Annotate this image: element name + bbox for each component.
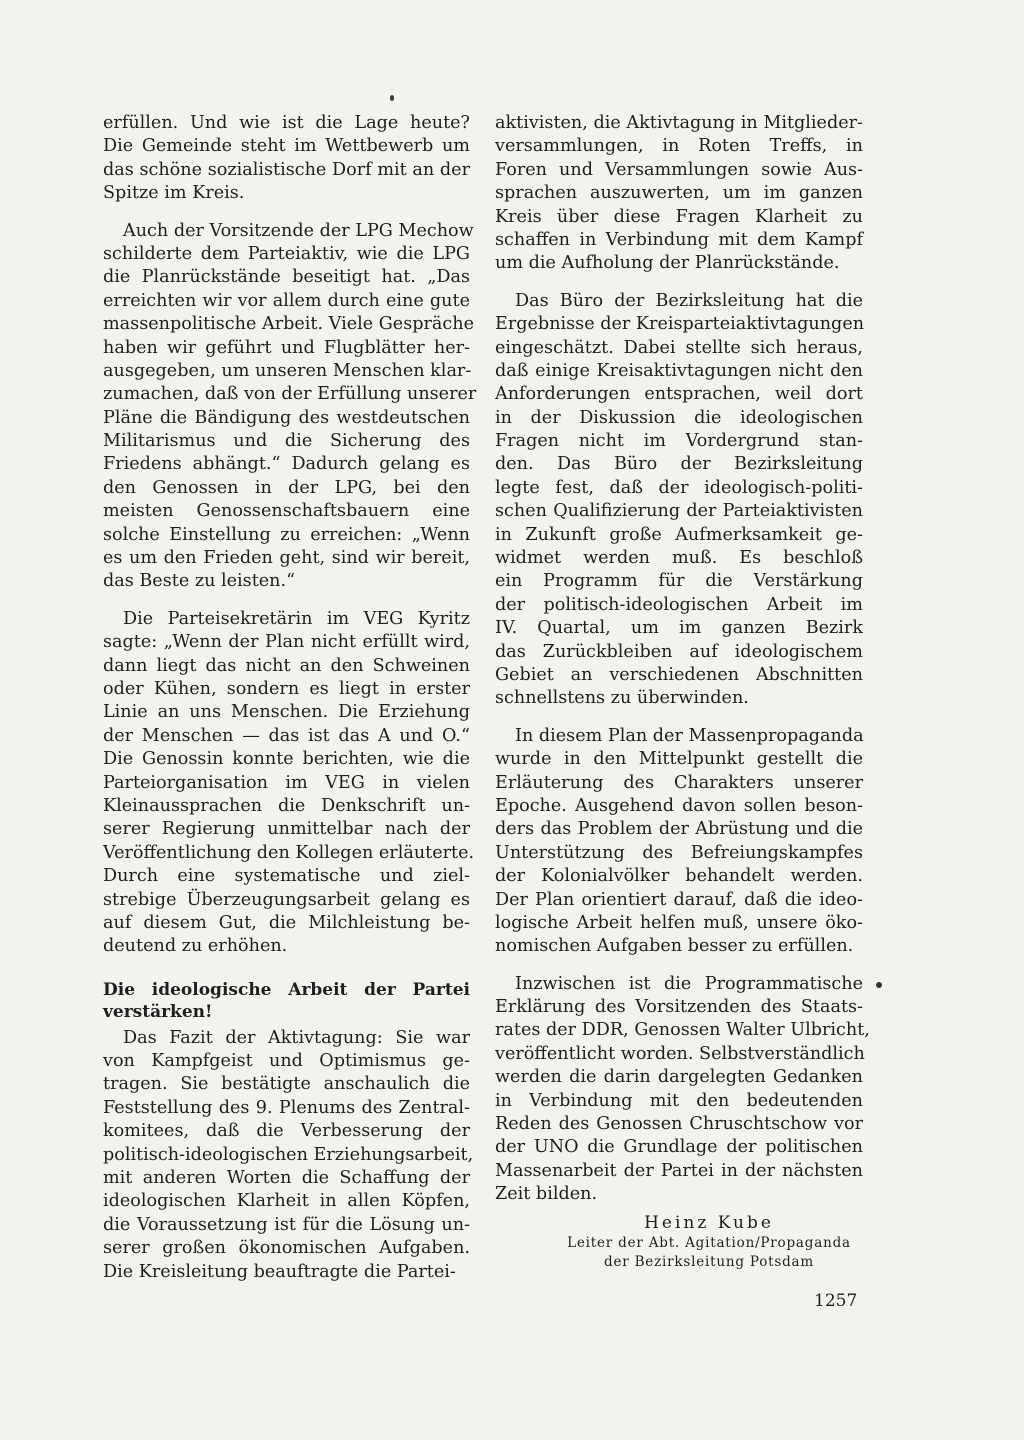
text-line: tragen. Sie bestätigte anschaulich die	[103, 1074, 470, 1095]
text-line: Foren und Versammlungen sowie Aus-	[495, 159, 863, 180]
text-line: Die Parteisekretärin im VEG Kyritz	[123, 608, 470, 629]
text-line: das schöne sozialistische Dorf mit an der	[103, 159, 470, 180]
text-line: Kleinaussprachen die Denkschrift un-	[103, 795, 470, 816]
text-line: es um den Frieden geht, sind wir bereit,	[103, 548, 470, 569]
text-line: In diesem Plan der Massenpropaganda	[515, 725, 864, 746]
author-role-line-1: Leiter der Abt. Agitation/Propaganda	[567, 1235, 851, 1251]
text-line: logische Arbeit helfen muß, unsere öko-	[495, 912, 863, 933]
text-line: erfüllen. Und wie ist die Lage heute?	[103, 113, 470, 133]
text-line: Friedens abhängt.“ Dadurch gelang es	[103, 454, 470, 475]
text-line: solche Einstellung zu erreichen: „Wenn	[103, 524, 470, 545]
text-line: Auch der Vorsitzende der LPG Mechow	[123, 220, 474, 241]
text-line: schaffen in Verbindung mit dem Kampf	[495, 229, 863, 250]
text-line: die Planrückstände beseitigt hat. „Das	[103, 267, 470, 288]
text-line: Gebiet an verschiedenen Abschnitten	[495, 664, 863, 685]
text-line: versammlungen, in Roten Treffs, in	[495, 136, 863, 157]
text-line: serer Regierung unmittelbar nach der	[103, 819, 470, 840]
text-line: in Zukunft große Aufmerksamkeit ge-	[495, 524, 863, 545]
text-line: den Genossen in der LPG, bei den	[103, 477, 470, 498]
text-line: der politisch-ideologischen Arbeit im	[495, 594, 863, 615]
paragraph	[495, 112, 863, 276]
text-line: Die Gemeinde steht im Wettbewerb um	[103, 136, 470, 157]
text-line: der UNO die Grundlage der politischen	[495, 1137, 863, 1158]
text-line: Fragen nicht im Vordergrund stan-	[495, 431, 863, 452]
text-line: deutend zu erhöhen.	[103, 936, 288, 957]
paragraph	[103, 112, 470, 206]
text-line: meisten Genossenschaftsbauern eine	[103, 501, 470, 522]
text-line: nomischen Aufgaben besser zu erfüllen.	[495, 936, 854, 957]
text-line: werden die darin dargelegten Gedanken	[495, 1067, 863, 1088]
right-column	[495, 112, 870, 1221]
author-role-line-2: der Bezirksleitung Potsdam	[604, 1254, 814, 1270]
paragraph	[103, 608, 475, 959]
text-line: sprachen auszuwerten, um im ganzen	[495, 183, 863, 204]
text-line: Die Kreisleitung beauftragte die Partei-	[103, 1261, 456, 1282]
text-line: mit anderen Worten die Schaffung der	[103, 1168, 470, 1189]
text-line: ders das Problem der Abrüstung und die	[495, 819, 863, 840]
text-line: die Voraussetzung ist für die Lösung un-	[103, 1214, 470, 1235]
text-line: eingeschätzt. Dabei stellte sich heraus,	[495, 337, 863, 358]
text-line: massenpolitische Arbeit. Viele Gespräche	[103, 314, 474, 335]
text-line: aktivisten, die Aktivtagung in Mitglieder-	[495, 113, 863, 133]
text-line: Unterstützung des Befreiungskampfes	[495, 842, 863, 863]
text-line: in Verbindung mit den bedeutenden	[495, 1090, 863, 1111]
print-speck	[390, 95, 394, 101]
text-line: Die Genossin konnte berichten, wie die	[103, 749, 470, 770]
text-line: Anforderungen entsprachen, weil dort	[495, 384, 863, 405]
text-line: haben wir geführt und Flugblätter her-	[103, 337, 470, 358]
text-line: daß einige Kreisaktivtagungen nicht den	[495, 360, 863, 381]
text-line: Durch eine systematische und ziel-	[103, 866, 470, 887]
paragraph	[103, 1027, 474, 1284]
text-line: der Menschen — das ist das A und O.“	[103, 725, 470, 746]
text-line: erreichten wir vor allem durch eine gute	[103, 290, 470, 311]
text-line: in der Diskussion die ideologischen	[495, 407, 863, 428]
text-line: rates der DDR, Genossen Walter Ulbricht,	[495, 1020, 870, 1041]
text-line: Das Fazit der Aktivtagung: Sie war	[123, 1027, 470, 1048]
text-line: Spitze im Kreis.	[103, 183, 245, 204]
text-line: Massenarbeit der Partei in der nächsten	[495, 1160, 863, 1181]
text-line: Reden des Genossen Chruschtschow vor	[495, 1114, 863, 1135]
text-line: Ergebnisse der Kreisparteiaktivtagungen	[495, 314, 865, 335]
text-line: widmet werden muß. Es beschloß	[495, 548, 863, 569]
text-line: oder Kühen, sondern es liegt in erster	[103, 678, 470, 699]
text-line: Feststellung des 9. Plenums des Zentral-	[103, 1097, 470, 1118]
text-line: politisch-ideologischen Erziehungsarbeit,	[103, 1144, 474, 1165]
text-line: den. Das Büro der Bezirksleitung	[495, 454, 863, 475]
text-line: Kreis über diese Fragen Klarheit zu	[495, 206, 863, 227]
text-line: Militarismus und die Sicherung des	[103, 431, 470, 452]
left-column	[103, 112, 477, 1298]
text-line: dann liegt das nicht an den Schweinen	[103, 655, 470, 676]
page-number: 1257	[814, 1291, 858, 1311]
text-line: der Kolonialvölker behandelt werden.	[495, 866, 863, 887]
signature-block	[495, 1212, 863, 1272]
text-line: Erklärung des Vorsitzenden des Staats-	[495, 997, 863, 1018]
paragraph	[495, 290, 863, 711]
text-line: schilderte dem Parteiaktiv, wie die LPG	[103, 243, 470, 264]
text-line: das Zurückbleiben auf ideologischem	[495, 641, 863, 662]
text-line: sagte: „Wenn der Plan nicht erfüllt wird,	[103, 632, 470, 653]
section-heading	[103, 979, 470, 1023]
text-line: serer großen ökonomischen Aufgaben.	[103, 1238, 470, 1259]
author-name: Heinz Kube	[644, 1213, 774, 1233]
text-line: ideologischen Klarheit in allen Köpfen,	[103, 1191, 470, 1212]
text-line: ausgegeben, um unseren Menschen klar-	[103, 360, 472, 381]
text-line: schen Qualifizierung der Parteiaktivisten	[495, 501, 863, 522]
text-line: von Kampfgeist und Optimismus ge-	[103, 1051, 470, 1072]
text-line: auf diesem Gut, die Milchleistung be-	[103, 912, 470, 933]
text-line: Das Büro der Bezirksleitung hat die	[515, 290, 863, 311]
text-line: Erläuterung des Charakters unserer	[495, 772, 863, 793]
text-line: schnellstens zu überwinden.	[495, 688, 749, 709]
paragraph	[495, 725, 863, 959]
paragraph	[495, 973, 870, 1207]
heading-line: verstärken!	[103, 1001, 213, 1022]
text-line: wurde in den Mittelpunkt gestellt die	[495, 749, 863, 770]
text-line: Inzwischen ist die Programmatische	[515, 973, 863, 994]
heading-line: Die ideologische Arbeit der Partei	[103, 979, 470, 1000]
text-line: Zeit bilden.	[495, 1184, 598, 1205]
print-speck	[876, 982, 882, 988]
text-line: das Beste zu leisten.“	[103, 571, 296, 592]
text-line: um die Aufholung der Planrückstände.	[495, 253, 840, 274]
text-line: Veröffentlichung den Kollegen erläuterte.	[103, 842, 475, 863]
text-line: strebige Überzeugungsarbeit gelang es	[103, 889, 470, 910]
text-line: komitees, daß die Verbesserung der	[103, 1121, 470, 1142]
text-line: Linie an uns Menschen. Die Erziehung	[103, 702, 470, 723]
text-line: Pläne die Bändigung des westdeutschen	[103, 407, 470, 428]
text-line: IV. Quartal, um im ganzen Bezirk	[495, 618, 863, 639]
text-line: Epoche. Ausgehend davon sollen beson-	[495, 795, 863, 816]
text-line: zumachen, daß von der Erfüllung unserer	[103, 384, 477, 405]
paragraph	[103, 220, 477, 594]
text-line: ein Programm für die Verstärkung	[495, 571, 863, 592]
text-line: Parteiorganisation im VEG in vielen	[103, 772, 470, 793]
text-line: veröffentlicht worden. Selbstverständlich	[495, 1043, 865, 1064]
text-line: legte fest, daß der ideologisch-politi-	[495, 477, 863, 498]
text-line: Der Plan orientiert darauf, daß die ideo-	[495, 889, 863, 910]
